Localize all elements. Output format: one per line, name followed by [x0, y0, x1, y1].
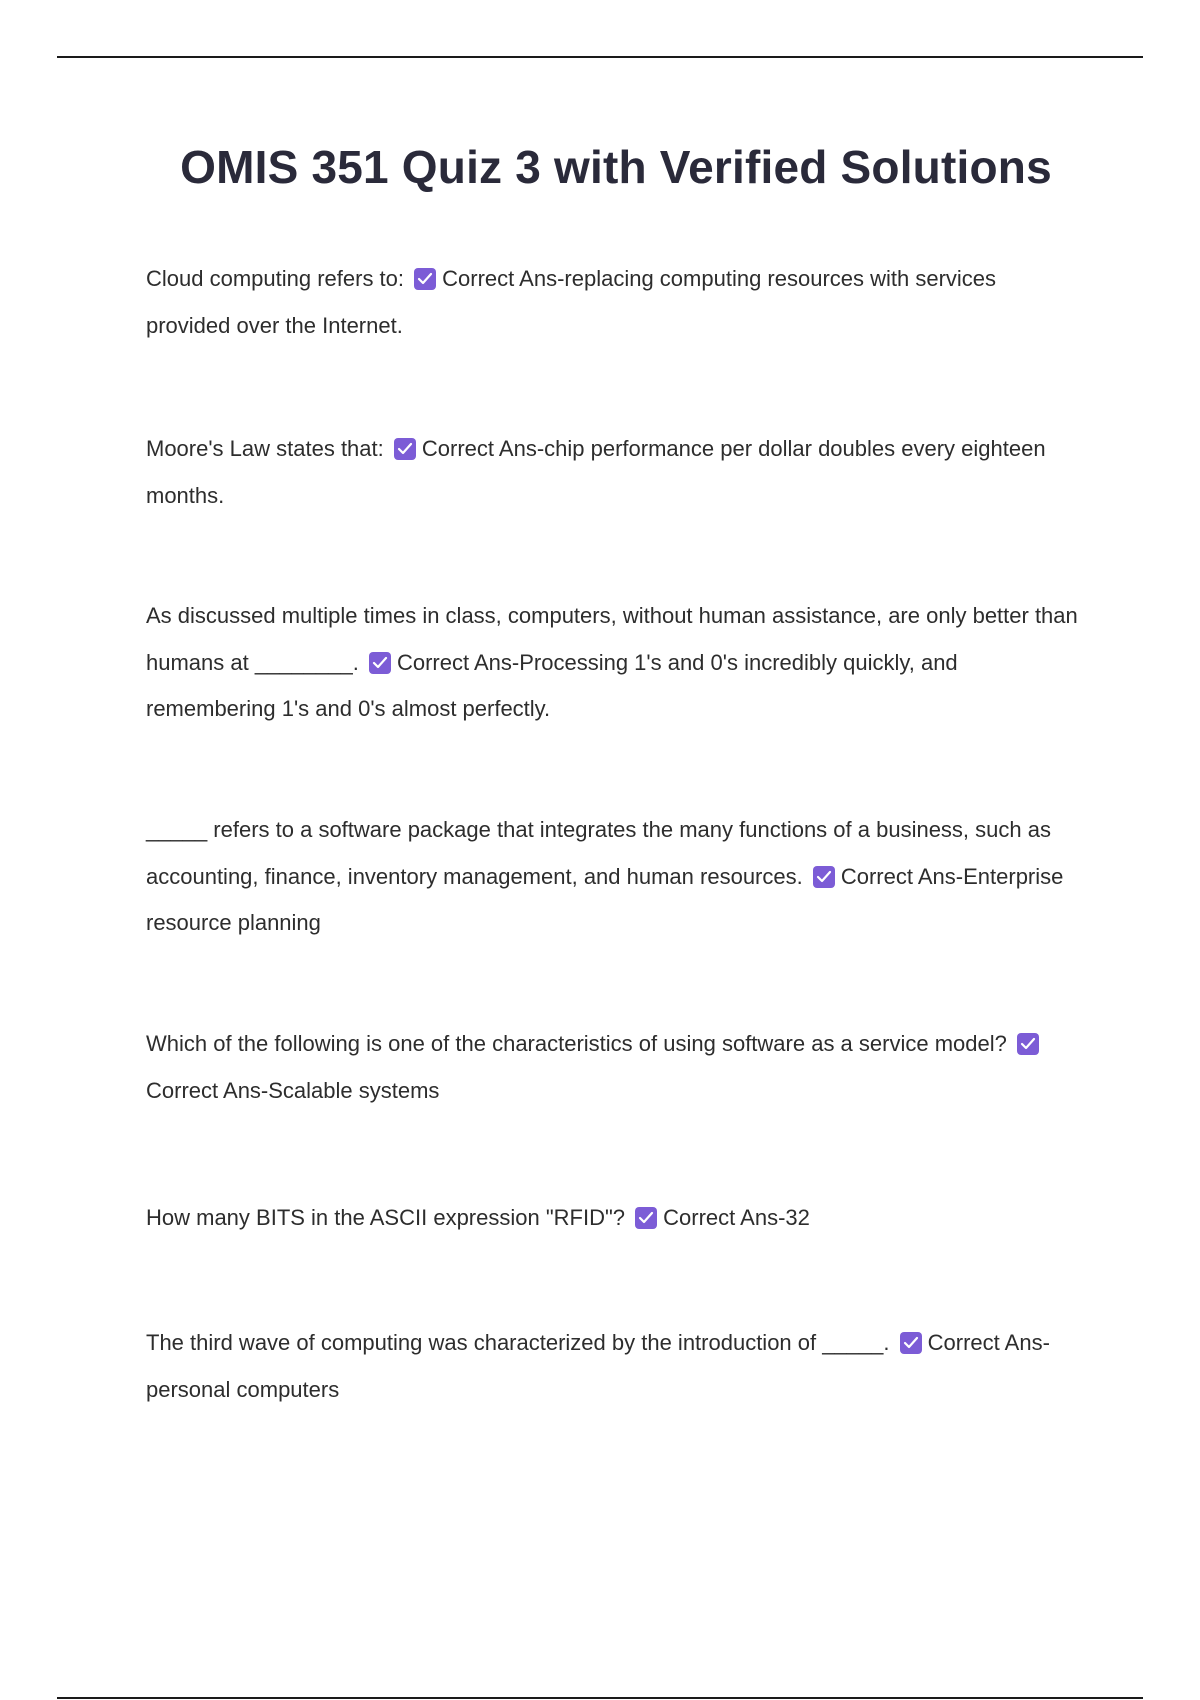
answer-text: Correct Ans-32: [663, 1205, 810, 1230]
checkbox-checked-icon: [394, 438, 416, 460]
answer-text: Correct Ans-Processing 1's and 0's incredibly quickly, and remembering 1's and 0's almost perfectly.: [146, 649, 958, 721]
qa-item: [146, 593, 1086, 733]
answer-text: Correct Ans-chip performance per dollar doubles every eighteen months.: [146, 436, 1046, 508]
checkbox-checked-icon: [414, 268, 436, 290]
qa-item: [146, 1021, 1086, 1114]
page-title: OMIS 351 Quiz 3 with Verified Solutions: [180, 141, 1052, 193]
question-text: Which of the following is one of the characteristics of using software as a service model?: [146, 1031, 1007, 1056]
qa-item: [146, 1195, 1086, 1242]
answer-text: Correct Ans-Scalable systems: [146, 1077, 440, 1103]
checkbox-checked-icon: [635, 1207, 657, 1229]
question-text: The third wave of computing was characterized by the introduction of _____.: [146, 1330, 890, 1355]
question-text: How many BITS in the ASCII expression "RFID"?: [146, 1205, 626, 1230]
answer-text: Correct Ans-Enterprise resource planning: [146, 863, 1064, 935]
qa-item: [146, 426, 1086, 519]
question-text: Moore's Law states that:: [146, 436, 384, 461]
top-rule: [57, 56, 1143, 58]
checkbox-checked-icon: [1017, 1033, 1039, 1055]
answer-text: Correct Ans-personal computers: [146, 1330, 1050, 1402]
checkbox-checked-icon: [813, 866, 835, 888]
qa-item: [146, 256, 1086, 349]
question-text: Cloud computing refers to:: [146, 266, 405, 291]
qa-item: [146, 1320, 1086, 1413]
bottom-rule: [57, 1697, 1143, 1699]
checkbox-checked-icon: [900, 1332, 922, 1354]
question-text: As discussed multiple times in class, computers, without human assistance, are only better than humans at ________.: [146, 603, 1078, 675]
question-text: _____ refers to a software package that integrates the many functions of a business, such as accounting, finance, inventory management, and human resources.: [146, 817, 1051, 889]
qa-item: [146, 807, 1086, 947]
checkbox-checked-icon: [369, 652, 391, 674]
answer-text: Correct Ans-replacing computing resources with services provided over the Internet.: [146, 266, 997, 338]
